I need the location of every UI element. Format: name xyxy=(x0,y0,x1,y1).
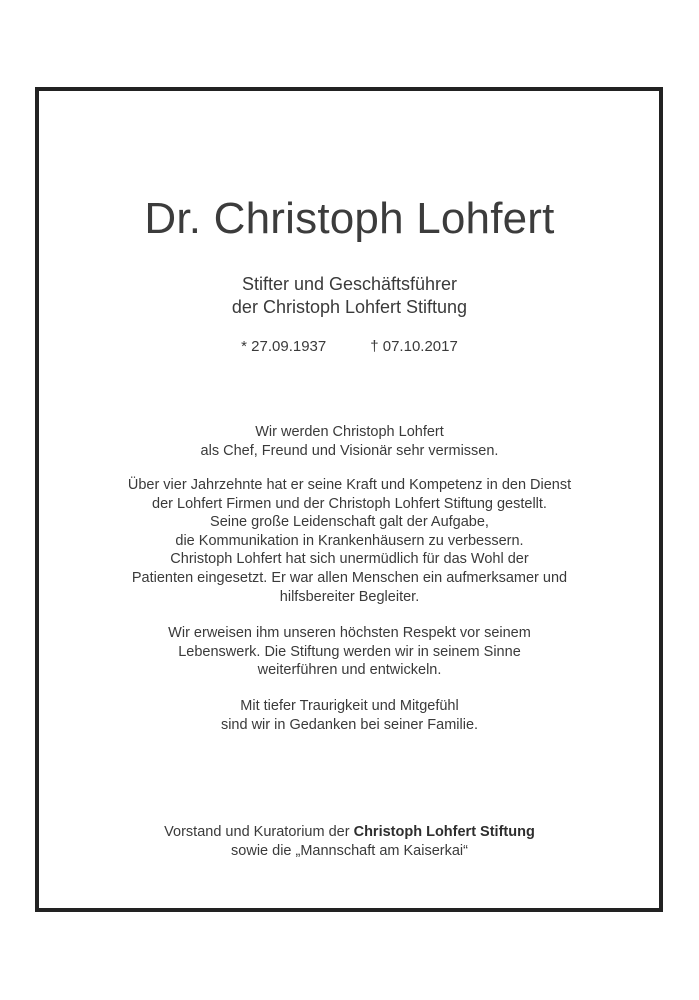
text-line: Mit tiefer Traurigkeit und Mitgefühl xyxy=(240,698,459,714)
text-line: Wir erweisen ihm unseren höchsten Respekt vor seinem xyxy=(168,625,531,641)
foundation-name: Christoph Lohfert Stiftung xyxy=(353,824,535,840)
signature-line-1 xyxy=(0,823,699,842)
paragraph-condolence xyxy=(0,697,699,734)
deceased-role xyxy=(0,273,699,319)
paragraph-respect xyxy=(0,624,699,680)
text-line: Christoph Lohfert hat sich unermüdlich für das Wohl der xyxy=(170,551,529,568)
signature-prefix: Vorstand und Kuratorium der xyxy=(164,824,354,840)
text-line: Patienten eingesetzt. Er war allen Menschen ein aufmerksamer und xyxy=(131,569,568,586)
signature-block xyxy=(0,823,699,860)
signature-line-2: sowie die „Mannschaft am Kaiserkai“ xyxy=(231,842,468,859)
text-line: Lebenswerk. Die Stiftung werden wir in seinem Sinne xyxy=(178,643,521,660)
text-line: hilfsbereiter Begleiter. xyxy=(279,588,420,605)
paragraph-biography xyxy=(0,476,699,606)
role-line: der Christoph Lohfert Stiftung xyxy=(231,297,468,317)
text-line: Seine große Leidenschaft galt der Aufgabe, xyxy=(210,514,489,531)
text-line: die Kommunikation in Krankenhäusern zu verbessern. xyxy=(175,532,524,549)
birth-date: * 27.09.1937 xyxy=(241,338,327,355)
paragraph-farewell xyxy=(0,423,699,460)
text-line: Wir werden Christoph Lohfert xyxy=(255,424,444,440)
deceased-name: Dr. Christoph Lohfert xyxy=(144,194,555,243)
text-line: als Chef, Freund und Visionär sehr vermissen. xyxy=(200,442,499,459)
role-line: Stifter und Geschäftsführer xyxy=(241,274,458,294)
text-line: Über vier Jahrzehnte hat er seine Kraft und Kompetenz in den Dienst xyxy=(127,477,572,493)
text-line: sind wir in Gedanken bei seiner Familie. xyxy=(220,716,479,733)
death-date: † 07.10.2017 xyxy=(370,338,458,355)
text-line: der Lohfert Firmen und der Christoph Lohfert Stiftung gestellt. xyxy=(152,495,547,512)
life-dates xyxy=(0,337,699,357)
text-line: weiterführen und entwickeln. xyxy=(257,662,442,679)
